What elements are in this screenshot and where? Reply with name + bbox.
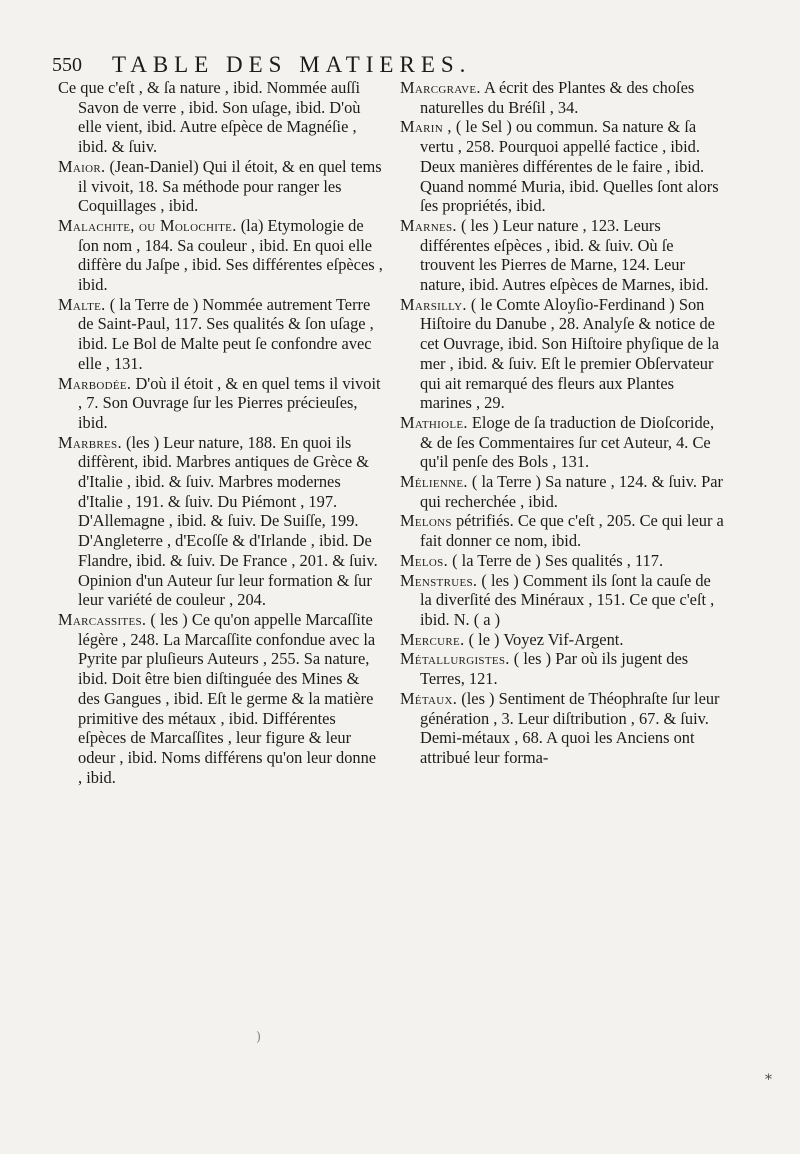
index-entry: Mélienne. ( la Terre ) Sa nature , 124. & ſuiv. Par qui recherchée , ibid. — [400, 472, 723, 511]
index-entry: Marbres. (les ) Leur nature, 188. En quoi ils diffèrent, ibid. Marbres antiques de Grèce & d'Italie , ibid. & ſuiv. Marbres modernes d'Italie , 191. & ſuiv. Du Piémont , 197. D'Allemagne , ibid. & ſuiv. De Suiſſe, 199. D'Angleterre , d'Ecoſſe & d'Irlande , ibid. De Flandre, ibid. & ſuiv. De France , 201. & ſuiv. Opinion d'un Auteur ſur leur formation & ſur leur variété de couleur , 204. — [58, 432, 378, 610]
index-entry: Malachite, ou Molochite. (la) Etymologie de ſon nom , 184. Sa couleur , ibid. En quoi elle diffère du Jaſpe , ibid. Ses différentes eſpèces , ibid. — [58, 215, 383, 295]
index-entry: Melos. ( la Terre de ) Ses qualités , 117. — [400, 550, 664, 570]
index-entry: Menstrues. ( les ) Comment ils ſont la cauſe de la diverſité des Minéraux , 151. Ce que c'eſt , ibid. N. ( a ) — [400, 570, 715, 629]
page-number: 550 — [52, 54, 82, 76]
index-entry: Marnes. ( les ) Leur nature , 123. Leurs différentes eſpèces , ibid. & ſuiv. Où ſe trouvent les Pierres de Marne, 124. Leur nature, ibid. Autres eſpèces de Marnes, ibid. — [400, 215, 709, 295]
index-entry: Maior. (Jean-Daniel) Qui il étoit, & en quel tems il vivoit, 18. Sa méthode pour ranger les Coquillages , ibid. — [58, 156, 382, 216]
index-entry: Marin , ( le Sel ) ou commun. Sa nature & ſa vertu , 258. Pourquoi appellé factice , ibid. Deux manières différentes de le faire , ibid. Quand nommé Muria, ibid. Quelles ſont alors ſes propriétés, ibid. — [400, 117, 719, 216]
index-entry: Marcassites. ( les ) Ce qu'on appelle Marcaſſite légère , 248. La Marcaſſite confondue avec la Pyrite par pluſieurs Auteurs , 255. Sa nature, ibid. Doit être bien diſtinguée des Mines & des Gangues , ibid. Eſt le germe & la matière primitive des métaux , ibid. Différentes eſpèces de Marcaſſites , leur figure & leur odeur , ibid. Noms différens qu'on leur donne , ibid. — [58, 609, 377, 787]
index-entry: Ce que c'eſt , & ſa nature , ibid. Nommée auſſi Savon de verre , ibid. Son uſage, ibid. D'où elle vient, ibid. Autre eſpèce de Magnéſie , ibid. & ſuiv. — [58, 78, 361, 157]
index-entry: Marbodée. D'où il étoit , & en quel tems il vivoit , 7. Son Ouvrage ſur les Pierres précieuſes, ibid. — [58, 373, 381, 432]
index-entry: Métaux. (les ) Sentiment de Théophraſte ſur leur génération , 3. Leur diſtribution , 67. & ſuiv. Demi-métaux , 68. A quoi les Anciens ont attribué leur forma- — [400, 688, 720, 767]
right-column — [400, 78, 726, 768]
stray-scan-mark: ) — [256, 1030, 262, 1045]
corner-scan-mark: * — [765, 1072, 772, 1088]
index-entry: Marsilly. ( le Comte Aloyſio-Ferdinand ) Son Hiſtoire du Danube , 28. Analyſe & notice de cet Ouvrage, ibid. Son Hiſtoire phyſique de la mer , ibid. & ſuiv. Eſt le premier Obſervateur qui ait remarqué des fleurs aux Plantes marines , 29. — [400, 294, 720, 413]
index-entry: Melons pétrifiés. Ce que c'eſt , 205. Ce qui leur a fait donner ce nom, ibid. — [400, 511, 724, 551]
index-entry: Marcgrave. A écrit des Plantes & des choſes naturelles du Bréſil , 34. — [400, 78, 695, 117]
index-entry: Malte. ( la Terre de ) Nommée autrement Terre de Saint-Paul, 117. Ses qualités & ſon uſage , ibid. Le Bol de Malte peut ſe confondre avec elle , 131. — [58, 294, 374, 373]
index-entry: Mercure. ( le ) Voyez Vif-Argent. — [400, 629, 624, 649]
index-entry: Métallurgistes. ( les ) Par où ils jugent des Terres, 121. — [400, 649, 689, 689]
running-title: TABLE DES MATIERES. — [112, 52, 472, 77]
index-entry: Mathiole. Eloge de ſa traduction de Dioſcoride, & de ſes Commentaires ſur cet Auteur, 4. Ce qu'il penſe des Bols , 131. — [400, 412, 715, 472]
left-column — [58, 78, 384, 787]
